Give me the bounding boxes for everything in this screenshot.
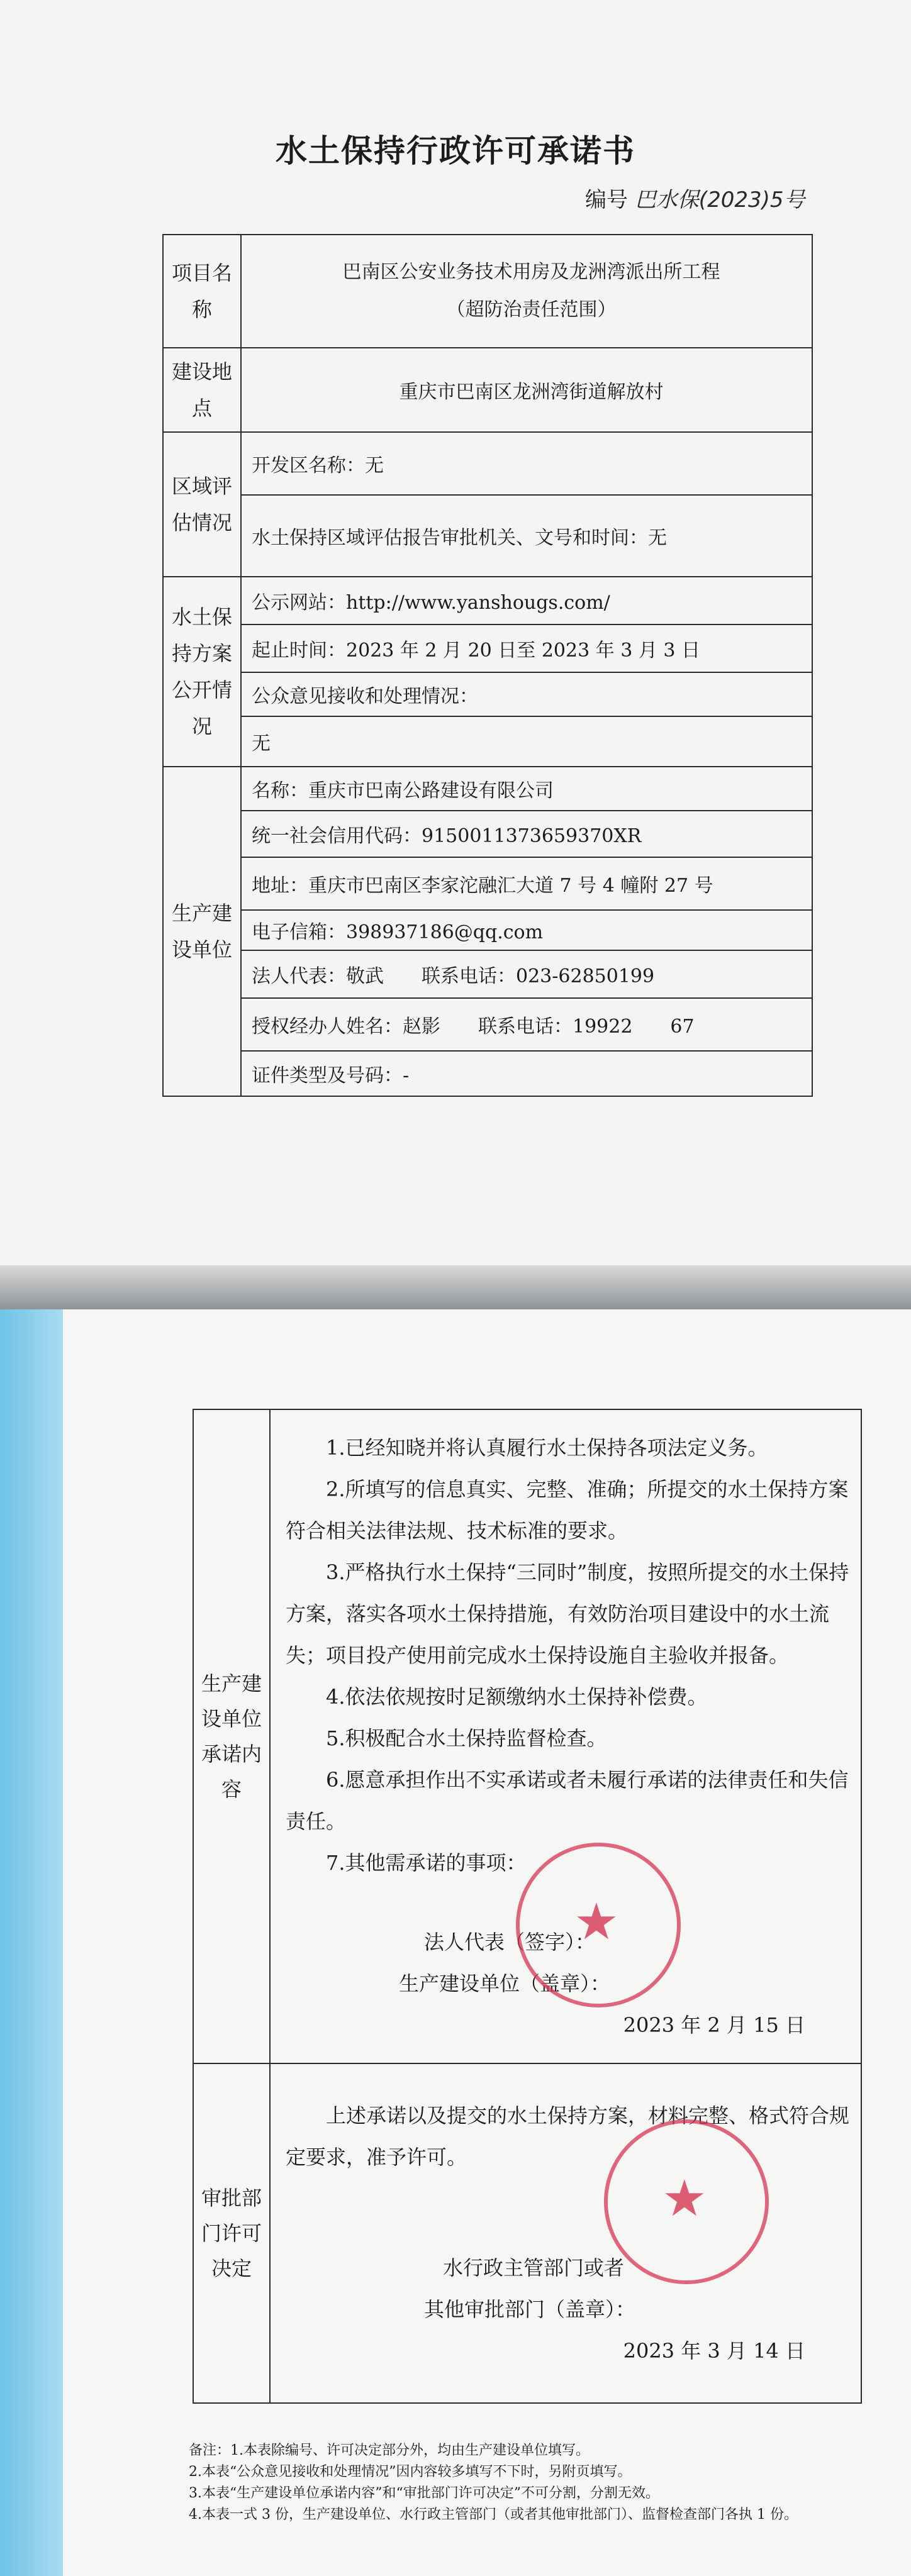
assessment-zone: 开发区名称：无 bbox=[241, 432, 812, 495]
commitment-item: 2.所填写的信息真实、完整、准确；所提交的水土保持方案符合相关法律法规、技术标准的要求。 bbox=[286, 1477, 849, 1543]
project-name: 巴南区公安业务技术用房及龙洲湾派出所工程 bbox=[342, 261, 720, 283]
unit-label: 生产建设单位 bbox=[163, 767, 241, 1096]
approval-content bbox=[270, 2063, 861, 2403]
footnotes bbox=[189, 2440, 868, 2526]
commitment-item: 6.愿意承担作出不实承诺或者未履行承诺的法律责任和失信责任。 bbox=[286, 1768, 849, 1833]
page-gap bbox=[0, 1265, 911, 1309]
unit-agent: 授权经办人姓名：赵影 联系电话：19922 67 bbox=[241, 998, 812, 1051]
commitment-item: 3.严格执行水土保持“三同时”制度，按照所提交的水土保持方案，落实各项水土保持措施，有效防治项目建设中的水土流失；项目投产使用前完成水土保持设施自主验收并报备。 bbox=[286, 1560, 849, 1667]
commitment-item: 4.依法依规按时足额缴纳水土保持补偿费。 bbox=[326, 1685, 708, 1709]
project-value bbox=[241, 235, 812, 348]
commit-date: 2023 年 2 月 15 日 bbox=[623, 2013, 805, 2037]
page-edge-strip bbox=[0, 1309, 63, 2576]
disclosure-feedback-value: 无 bbox=[241, 716, 812, 767]
disclosure-period: 起止时间：2023 年 2 月 20 日至 2023 年 3 月 3 日 bbox=[241, 625, 812, 672]
company-seal-stamp bbox=[516, 1843, 681, 2007]
unit-credit-code: 统一社会信用代码：9150011373659370XR bbox=[241, 811, 812, 857]
assessment-report: 水土保持区域评估报告审批机关、文号和时间：无 bbox=[241, 495, 812, 577]
disclosure-website: 公示网站：http://www.yanshougs.com/ bbox=[241, 577, 812, 625]
disclosure-label: 水土保持方案公开情况 bbox=[163, 577, 241, 767]
commitment-item: 7.其他需承诺的事项： bbox=[326, 1851, 527, 1875]
info-table bbox=[162, 234, 813, 1097]
project-label: 项目名称 bbox=[163, 235, 241, 348]
serial-handwritten: 巴水保(2023)5号 bbox=[634, 187, 805, 213]
unit-name: 名称：重庆市巴南公路建设有限公司 bbox=[241, 767, 812, 811]
approval-text: 上述承诺以及提交的水土保持方案，材料完整、格式符合规定要求，准予许可。 bbox=[286, 2104, 850, 2169]
location-label: 建设地点 bbox=[163, 348, 241, 432]
seal-star-icon: ★ bbox=[574, 1892, 619, 1951]
unit-legal-rep: 法人代表：敬武 联系电话：023-62850199 bbox=[241, 950, 812, 998]
approval-other: 其他审批部门（盖章）： bbox=[424, 2297, 636, 2321]
project-scope: （超防治责任范围） bbox=[446, 299, 617, 321]
location-value: 重庆市巴南区龙洲湾街道解放村 bbox=[241, 348, 812, 432]
authority-seal-stamp bbox=[604, 2119, 769, 2284]
unit-seal-line: 生产建设单位（盖章）： bbox=[399, 1972, 611, 1996]
serial-label: 编号 bbox=[585, 187, 628, 213]
serial-number bbox=[585, 182, 805, 213]
document-title: 水土保持行政许可承诺书 bbox=[276, 132, 635, 169]
footnote: 4.本表一式 3 份，生产建设单位、水行政主管部门（或者其他审批部门）、监督检查部门各执 1 份。 bbox=[189, 2507, 798, 2523]
seal-star-icon: ★ bbox=[662, 2169, 707, 2228]
footnote: 3.本表“生产建设单位承诺内容”和“审批部门许可决定”不可分割，分割无效。 bbox=[189, 2485, 659, 2501]
disclosure-feedback-label: 公众意见接收和处理情况： bbox=[241, 672, 812, 716]
legal-rep-signature-line: 法人代表（签字）： bbox=[424, 1930, 596, 1954]
approval-date: 2023 年 3 月 14 日 bbox=[623, 2339, 805, 2363]
commitment-item: 5.积极配合水土保持监督检查。 bbox=[326, 1726, 607, 1750]
assessment-label: 区域评估情况 bbox=[163, 432, 241, 577]
approval-label: 审批部门许可决定 bbox=[193, 2063, 270, 2403]
unit-id-type: 证件类型及号码：- bbox=[241, 1051, 812, 1096]
unit-email: 电子信箱：398937186@qq.com bbox=[241, 910, 812, 950]
page-1 bbox=[0, 0, 911, 1265]
unit-address: 地址：重庆市巴南区李家沱融汇大道 7 号 4 幢附 27 号 bbox=[241, 857, 812, 910]
approval-authority: 水行政主管部门或者 bbox=[443, 2256, 625, 2280]
footnote: 2.本表“公众意见接收和处理情况”因内容较多填写不下时，另附页填写。 bbox=[189, 2464, 632, 2480]
commitment-item: 1.已经知晓并将认真履行水土保持各项法定义务。 bbox=[326, 1436, 768, 1460]
commitment-label: 生产建设单位承诺内容 bbox=[193, 1409, 270, 2063]
footnote: 备注：1.本表除编号、许可决定部分外，均由生产建设单位填写。 bbox=[189, 2443, 590, 2458]
